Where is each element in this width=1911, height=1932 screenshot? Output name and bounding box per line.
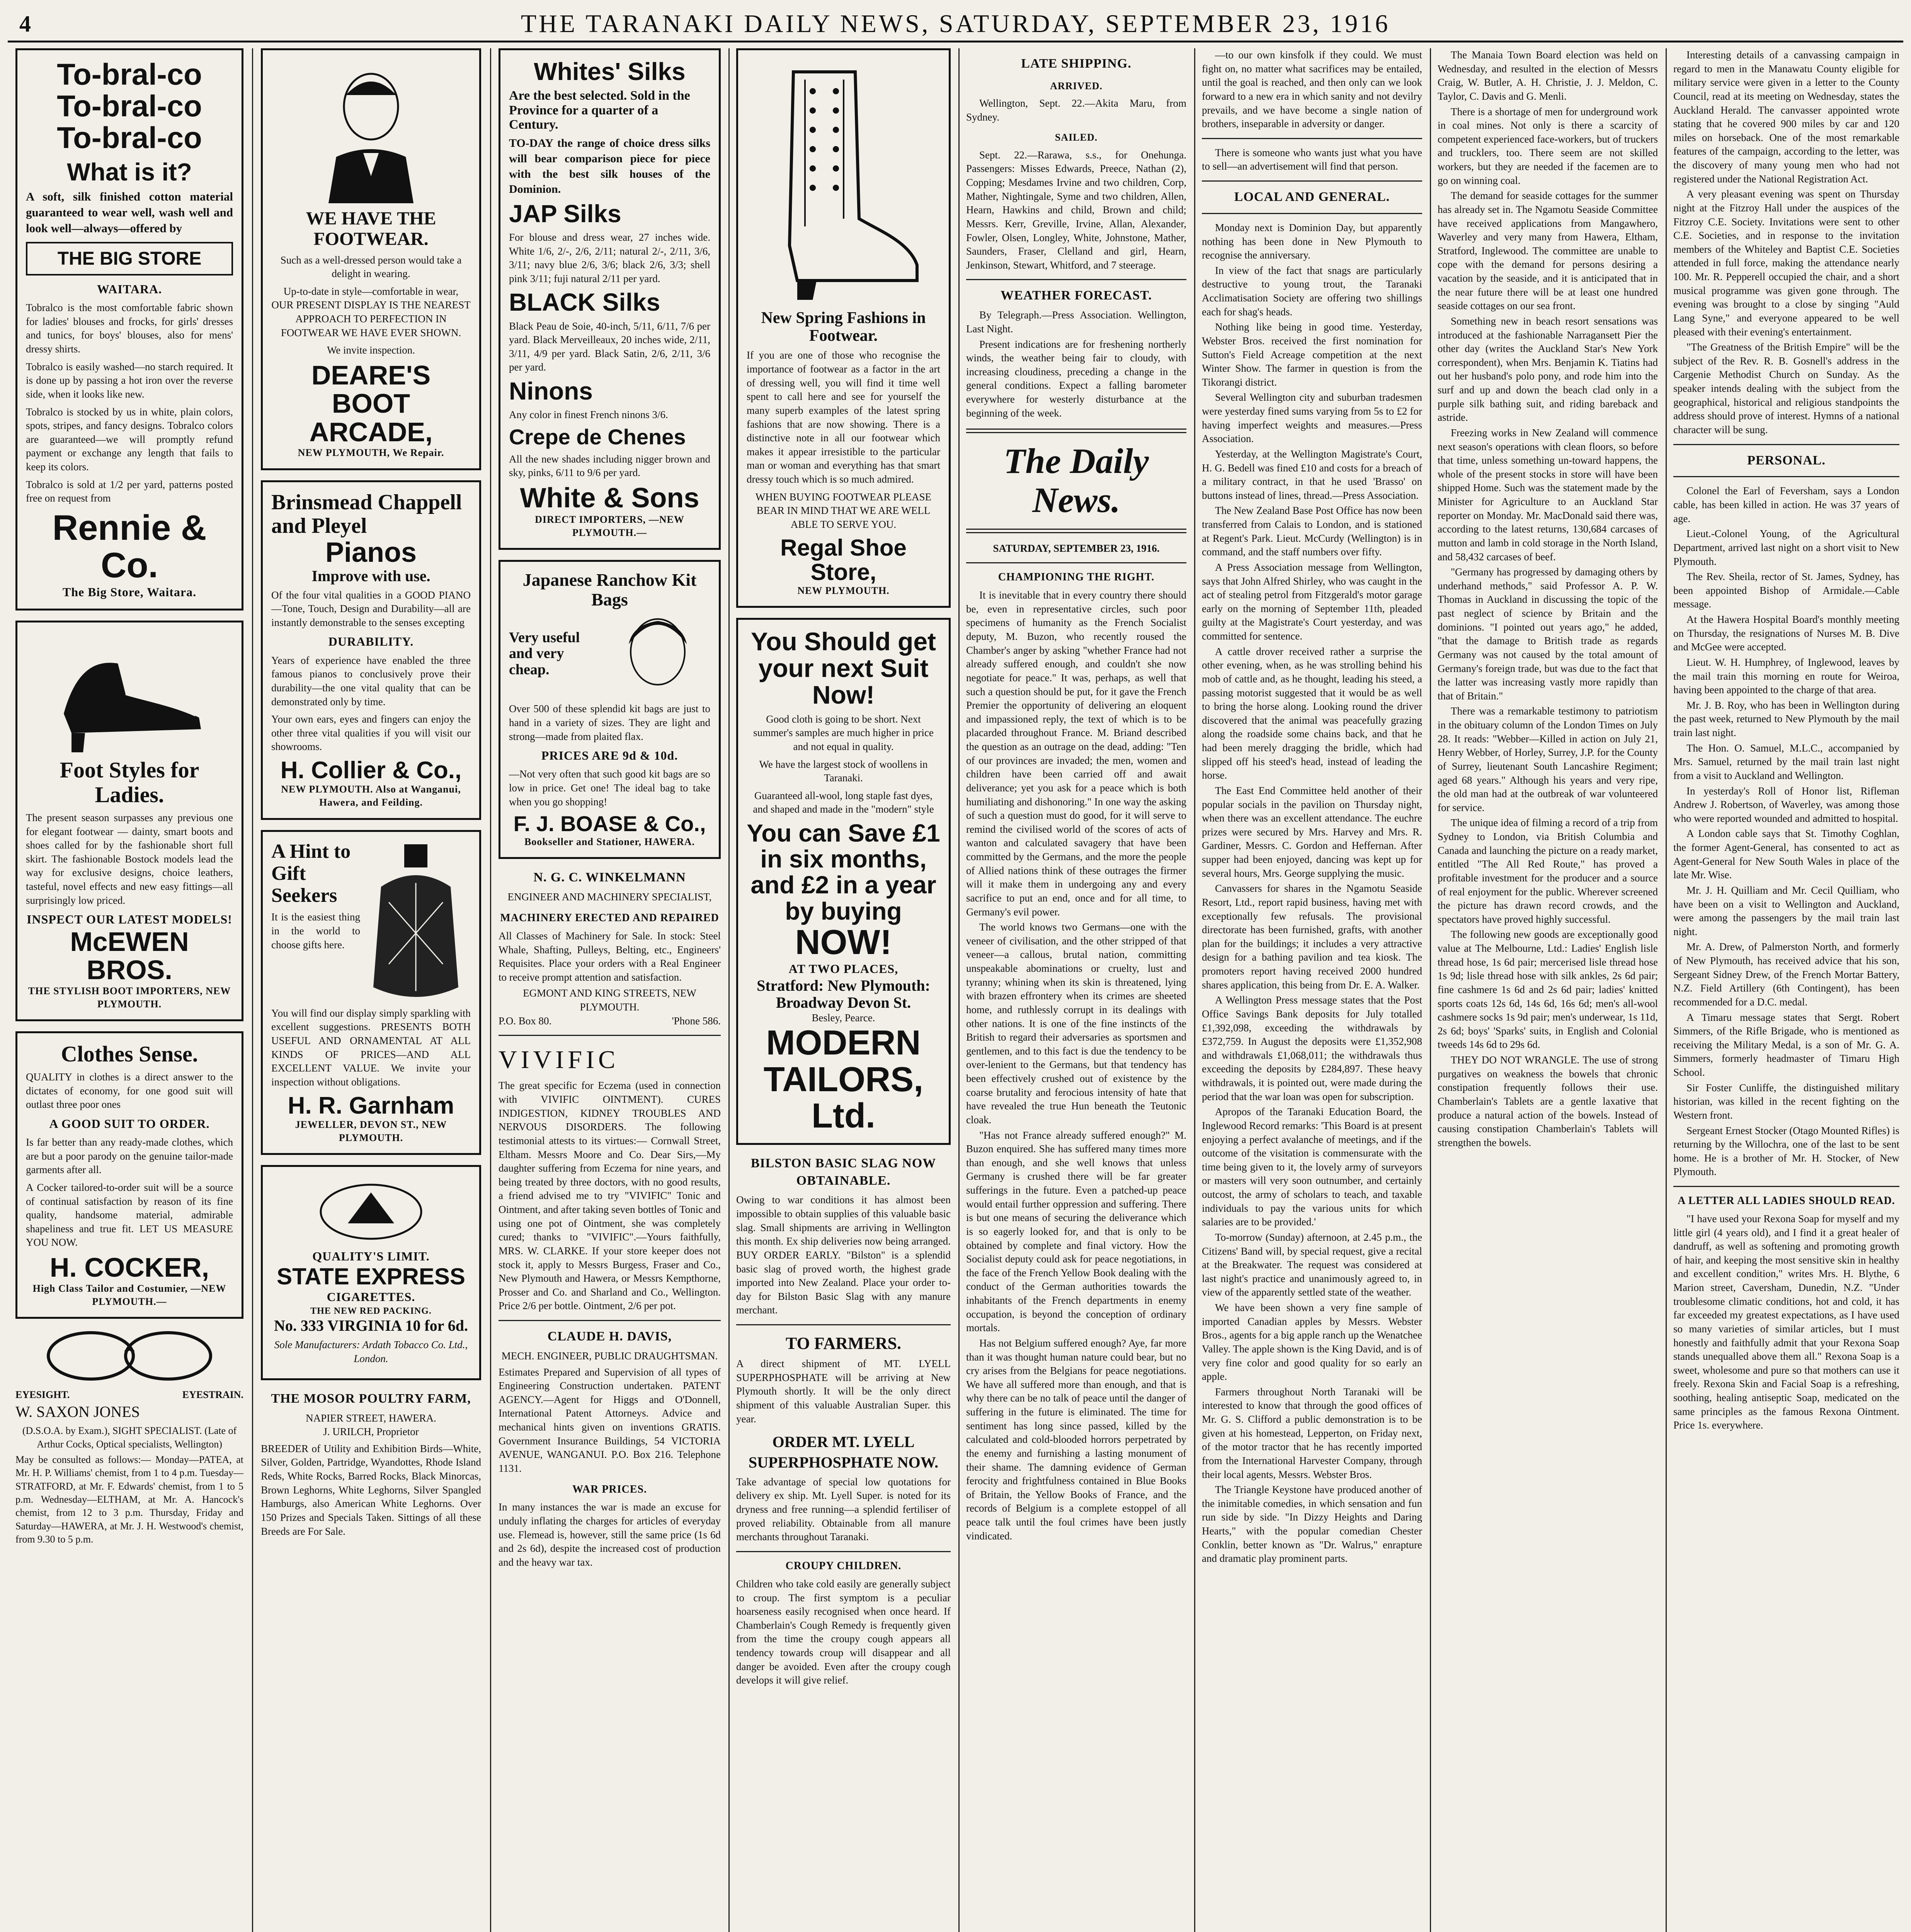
black-silks-body: Black Peau de Soie, 40-inch, 5/11, 6/11, 7/6 per yard. Black Merveilleaux, 20 inches wide, 2/11, 3/11, 4/9 per yard. Black Satin, 2/6, 2/11, 3/6 per yard. <box>509 320 710 373</box>
war-prices-head: WAR PRICES. <box>572 1483 647 1495</box>
divider <box>966 562 1186 563</box>
modern-names: Besley, Pearce. <box>812 1012 875 1024</box>
jap-silks-head: JAP Silks <box>509 199 621 228</box>
column-rule <box>1430 48 1431 1932</box>
modern-save: You can Save £1 in six months, and £2 in a year by buying <box>747 819 940 925</box>
pianos-body: Your own ears, eyes and fingers can enjoy the other three vital qualities if you will visit our showrooms. <box>271 713 471 753</box>
deare-head: WE HAVE THE FOOTWEAR. <box>306 208 436 249</box>
modern-head: You Should get your next Suit Now! <box>750 627 936 709</box>
poultry-prop: J. URILCH, Proprietor <box>323 1426 419 1438</box>
davis-body: Estimates Prepared and Supervision of all types of Engineering Construction undertaken. PATENT AGENCY.—Agent for Higgs and O'Donnell, International Patent Attorneys. Advice and mechanical hints given on inventions GRATIS. Government Insurance Buildings, 54 VICTORIA AVENUE, WANGANUI. P.O. Box 216. Telephone 1131. <box>499 1366 721 1474</box>
leader-paragraph: "Has not France already suffered enough?" M. Buzon enquired. She has suffered many times more than enough, and she well knows that unless Germany is crushed there will be far greater sufferings in the future. Even a patched-up peace would entail further oppression and suffering. There is but one means of securing the deliverance which is so eagerly looked for, and that is only to be obtained by complete and final victory. How the Socialist deputy could ask for peace negotiations, in the face of the French Yellow Book dealing with the conduct of the German authorities towards the inhabitants of the French departments in enemy occupation, is beyond the conception of ordinary mortals. <box>966 1129 1186 1334</box>
davis-sub: MECH. ENGINEER, PUBLIC DRAUGHTSMAN. <box>501 1350 718 1362</box>
news-item: We have been shown a very fine sample of imported Canadian apples by Messrs. Webster Bros., agents for a big apple ranch up the Wenatchee Valley. The apple shown is the King David, and is of very fine color and good quality for so early an apple. <box>1202 1302 1422 1383</box>
modern-towns: Stratford: New Plymouth: Broadway Devon St. <box>757 976 930 1011</box>
personal-item: Mr. J. H. Quilliam and Mr. Cecil Quilliam, who have been on a visit to Wellington and Auckland, were among the passengers by the mail train last night. <box>1673 884 1899 937</box>
deare-subtitle: NEW PLYMOUTH, We Repair. <box>298 447 444 459</box>
news-item: There is a shortage of men for underground work in coal mines. Not only is there a scarcity of competent experienced face-workers, but of truckers and trucklers, too. There seem are not skilled workers, but they are needed if the facemen are to go on winning coal. <box>1438 105 1658 186</box>
winkelmann-box: P.O. Box 80. <box>499 1015 552 1027</box>
ladies-shoe-icon <box>48 636 211 752</box>
leader-date: SATURDAY, SEPTEMBER 23, 1916. <box>993 542 1160 554</box>
vivific-body: The great specific for Eczema (used in connection with VIVIFIC OINTMENT). CURES INDIGESTION, KIDNEY TROUBLES AND NERVOUS DISORDERS. The following testimonial attests to its virtues:— Cornwall Street, Eltham. Messrs Moore and Co. Dear Sirs,—My daughter suffering from Eczema for nine years, and being treated by three doctors, with no good results, a friend advised me to try "VIVIFIC" Tonic and Ointment, and after taking seven bottles of Tonic and using one pot of Ointment, she was completely cured; thanks to "VIVIFIC".—Yours faithfully, MRS. W. CLARKE. If your store keeper does not stock it, apply to Messrs Burgess, Fraser and Co., New Plymouth and Hawera, or Messrs Kempthorne, Prosser and Co. and Sharland and Co., Wellington. Price 2/6 per bottle. Ointment, 2/6 per pot. <box>499 1080 721 1312</box>
news-item: Monday next is Dominion Day, but apparently nothing has been done in New Plymouth to recognise the anniversary. <box>1202 221 1422 261</box>
whites-body: TO-DAY the range of choice dress silks will bear comparison piece for piece with the best silk houses of the Dominion. <box>509 137 710 196</box>
boase-firm: F. J. BOASE & Co., <box>513 811 706 836</box>
column-rule <box>958 48 960 1932</box>
farmers-order: ORDER MT. LYELL SUPERPHOSPHATE NOW. <box>748 1433 939 1471</box>
regal-shoe-advert <box>736 48 951 608</box>
deare-body: We invite inspection. <box>327 344 415 356</box>
letter-body: "I have used your Rexona Soap for myself and my little girl (4 years old), and I find it a great healer of dandruff, as well as softening and promoting growth of hair, and keeping the most sensitive skin in healthy and excellent condition," writes Mrs. H. Blythe, 6 Marion street, Caversham, Dunedin, N.Z. "Under troublesome climatic conditions, hot and cold, it has far exceeded my greatest expectations, as I have used so many varieties of similar articles, but I must honestly and faithfully admit that your Rexona Soap stands unequalled above them all." Rexona Soap is a sweet, wholesome and pure so that mothers can use it freely. Rexona Skin and Facial Soap is a refreshing, soothing, healing antiseptic Soap, medicated on the same principles as the famous Rexona Ointment. Price 1s. everywhere. <box>1673 1213 1899 1431</box>
lace-boot-icon <box>762 64 925 304</box>
news-item: The unique idea of filming a record of a trip from Sydney to London, via British Columbia and Canada and launching the picture on a ready market, entitled "The All Red Route," has proved a profitable investment for the producer and a source of real enjoyment for the public. Wherever screened the picture has drawn record crowds, and the spectators have proved highly successful. <box>1438 817 1658 925</box>
local-general-head: LOCAL AND GENERAL. <box>1234 190 1390 204</box>
news-item: The Triangle Keystone have produced another of the inimitable comedies, in which sensation and fun run side by side. "In Dizzy Heights and Daring Hearts," with the popular comedian Chester Conklin, better known as "Dr. Walrus," enrapture and dramatic play prominent parts. <box>1202 1484 1422 1565</box>
personal-item: Sir Foster Cunliffe, the distinguished military historian, was killed in the recent fighting on the Western front. <box>1673 1082 1899 1121</box>
optician-visits: May be consulted as follows:— Monday—PATEA, at Mr. H. P. Williams' chemist, from 1 to 4 p.m. Tuesday—STRATFORD, at Mr. F. Edwards' chemist, from 1 to 5 p.m. Wednesday—ELTHAM, at Mr. A. Hancock's chemist, from 12 to 3 p.m. Thursday, Friday and Saturday—HAWERA, at Mr. J. H. Westwood's chemist, from 9.30 to 5 p.m. <box>15 1454 243 1545</box>
winkelmann-head2: MACHINERY ERECTED AND REPAIRED <box>500 912 719 924</box>
leader-head: CHAMPIONING THE RIGHT. <box>998 571 1155 583</box>
leader-paragraph: The world knows two Germans—one with the veneer of civilisation, and the other stripped of that veneer—a callous, brutal nation, committing unspeakable abominations or cruelty, lust and tyranny; whining when its skin is threatened, lying with brazen effrontery when its crimes are sheeted home, and ruthlessly corrupt in its dealings with other nations. It is one of the fine instincts of the British to regard their adversaries as sportsmen and gentlemen, and to this fact is due the tendency to be over-lenient to the Germans, but that tendency has been effectively crushed out of existence by the coarse brutality and ferocious intensity of hate that have revealed the true Hun beneath the Teutonic cloak. <box>966 921 1186 1126</box>
column-5 <box>966 48 1186 1932</box>
kitbags-body: —Not very often that such good kit bags are so low in price. Get one! The ideal bag to take when you go shopping! <box>509 768 710 808</box>
vivific-advert <box>499 1043 721 1313</box>
optician-credentials: (D.S.O.A. by Exam.), SIGHT SPECIALIST. (Late of Arthur Cocks, Optical specialists, Wellington) <box>22 1425 237 1450</box>
divider <box>1673 1186 1899 1187</box>
modern-body: Good cloth is going to be short. Next summer's samples are much higher in price and not equal in quality. <box>753 713 934 752</box>
deare-body: Such as a well-dressed person would take a delight in wearing. <box>280 254 462 280</box>
crepe-head: Crepe de Chenes <box>509 424 686 449</box>
divider <box>736 1551 951 1552</box>
croupy-head: CROUPY CHILDREN. <box>785 1560 902 1572</box>
divider <box>966 429 1186 433</box>
personal-item: The Rev. Sheila, rector of St. James, Sydney, has been appointed Bishop of Armidale.—Cable message. <box>1673 571 1899 610</box>
gifts-side: It is the easiest thing in the world to choose gifts here. <box>271 911 360 951</box>
tobralco-line: To-bral-co <box>57 57 202 91</box>
personal-item: Lieut.-Colonel Young, of the Agricultural Department, arrived last night on a short visit to New Plymouth. <box>1673 528 1899 567</box>
personal-item: A London cable says that St. Timothy Coghlan, the former Agent-General, has consented to act as Agent-General for New South Wales in place of the late Mr. Wise. <box>1673 828 1899 881</box>
divider <box>966 279 1186 280</box>
store-town: WAITARA. <box>97 282 162 296</box>
pianos-body: Of the four vital qualities in a GOOD PIANO—Tone, Touch, Design and Durability—all are instantly demonstrable to the senses excepting <box>271 589 471 628</box>
modern-tailors-advert <box>736 618 951 1145</box>
modern-places: AT TWO PLACES, <box>788 962 898 976</box>
personal-item: Mr. A. Drew, of Palmerston North, and formerly of New Plymouth, has received advice that his son, Sergeant Sidney Drew, of the French Mortar Battery, N.Z. Field Artillery (6th Contingent), has been recommended for a D.C. medal. <box>1673 941 1899 1008</box>
cocker-subtitle: High Class Tailor and Costumier, —NEW PLYMOUTH.— <box>32 1282 226 1307</box>
news-item: A cattle drover received rather a surprise the other evening, when, as he was strolling behind his mob of cattle and, as he thought, leading his steed, a passing motorist suggested that it would be as well to bring the horse along. Looking round the driver discovered that the animal was peacefully grazing along the roadside some chains back, and that he had been merely dragging the bridle, which had slipped off his steed's head, instead of leading the horse. <box>1202 645 1422 781</box>
farmers-advert <box>736 1332 951 1544</box>
farmers-body: Take advantage of special low quotations for delivery ex ship. Mt. Lyell Super. is noted for its dryness and free running—a splendid fertiliser of proved reliability. Obtainable from all manure merchants throughout Taranaki. <box>736 1476 951 1543</box>
vivific-head: VIVIFIC <box>499 1046 619 1074</box>
personal-item: Lieut. W. H. Humphrey, of Inglewood, leaves by the mail train this morning en route for Weiroa, having been appointed to the charge of that area. <box>1673 656 1899 696</box>
farmers-body: A direct shipment of MT. LYELL SUPERPHOSPHATE will be arriving at New Plymouth shortly. It will be the only direct shipment of this valuable Australian Super. this year. <box>736 1358 951 1425</box>
lady-portrait-icon <box>609 609 706 698</box>
winkelmann-phone: 'Phone 586. <box>672 1015 721 1027</box>
state-express-emblem-icon <box>313 1181 429 1243</box>
news-item: Yesterday, at the Wellington Magistrate's Court, H. G. Bedell was fined £10 and costs for a breach of a military contract, in that he used 'Brasso' on buttons instead of lines, thread.—Press Association. <box>1202 448 1422 501</box>
poultry-sub: NAPIER STREET, HAWERA. <box>306 1412 436 1424</box>
slag-advert <box>736 1155 951 1317</box>
personal-item: A Timaru message states that Sergt. Robert Simmers, of the Rifle Brigade, who is mentioned as receiving the Military Medal, is a son of Mr. G. A. Simmers, formerly headmaster of Timaru High School. <box>1673 1011 1899 1078</box>
tobralco-body: Tobralco is stocked by us in white, plain colors, spots, stripes, and fancy designs. Tobralco colors are guaranteed—we will promptly refund payment or exchange any length that fails to keep its colors. <box>26 406 233 473</box>
collier-firm: H. Collier & Co., <box>280 757 462 784</box>
modern-body: We have the largest stock of woollens in Taranaki. <box>759 758 928 784</box>
winkelmann-address: EGMONT AND KING STREETS, NEW PLYMOUTH. <box>523 987 696 1013</box>
clothes-title: Clothes Sense. <box>61 1041 198 1067</box>
personal-item: In yesterday's Roll of Honor list, Rifleman Andrew J. Robertson, of Waverley, was among those who were reported wounded and admitted to hospital. <box>1673 785 1899 824</box>
tobralco-question: What is it? <box>67 158 192 186</box>
news-item: Several Wellington city and suburban tradesmen were yesterday fined sums varying from 5s to £2 for having imperfect weights and measures.—Press Association. <box>1202 391 1422 445</box>
column-rule <box>1194 48 1195 1932</box>
gifts-head: A Hint to Gift Seekers <box>271 840 351 907</box>
gifts-body: You will find our display simply sparkling with excellent suggestions. PRESENTS BOTH USEFUL AND ORNAMENTAL AT ALL KINDS OF PRICES—AND ALL EXCELLENT VALUE. We invite your inspection without obligations. <box>271 1007 471 1088</box>
mcewen-firm: McEWEN BROS. <box>70 926 189 985</box>
boots-title: Foot Styles for Ladies. <box>60 757 199 808</box>
news-item: The Manaia Town Board election was held on Wednesday, and resulted in the election of Messrs Craig, W. Butler, A. H. Christie, J. J. Meldon, C. Taylor, C. Davis and G. Menli. <box>1438 49 1658 102</box>
poultry-advert <box>261 1390 481 1539</box>
regal-caps: WHEN BUYING FOOTWEAR PLEASE BEAR IN MIND THAT WE ARE WELL ABLE TO SERVE YOU. <box>755 491 932 530</box>
divider <box>736 1324 951 1325</box>
personal-item: The Hon. O. Samuel, M.L.C., accompanied by Mrs. Samuel, returned by the mail train last night from a visit to Auckland and Wellington. <box>1673 742 1899 781</box>
deare-body: Up-to-date in style—comfortable in wear, OUR PRESENT DISPLAY IS THE NEAREST APPROACH TO PERFECTION IN FOOTWEAR WE HAVE EVER SHOWN. <box>271 285 471 338</box>
boots-body: The present season surpasses any previous one for elegant footwear — dainty, smart boots and shoes called for by the fashionable short full skirt. The fashionable Bostock models lead the way for exclusive designs, choice leathers, tasteful, novel effects and new easy fittings—all surprisingly low priced. <box>26 811 233 906</box>
kitbags-advert <box>499 560 721 859</box>
news-item: A very pleasant evening was spent on Thursday night at the Fitzroy Hall under the auspices of the Fitzroy C.E. Society. Invitations were sent to other C.E. Societies, and in response to the invitation members of the Whiteley and Baptist C.E. Societies attended in full force, making the attendance nearly 100. Mr. R. Pepperell occupied the chair, and a short musical programme was given gone through. The evening was brought to a close by singing "Auld Lang Syne," and everyone appeared to be well pleased with their evening's entertainment. <box>1673 188 1899 338</box>
filler-paragraph: There is someone who wants just what you have to sell—an advertisement will find that person. <box>1202 146 1422 172</box>
jap-silks-body: For blouse and dress wear, 27 inches wide. White 1/6, 2/-, 2/6, 2/11; natural 2/-, 2/11, 3/6, 3/11; navy blue 2/6, 3/6; black 2/6, 3/3; shell pink 3/11; fuji natural 2/11 per yard. <box>509 231 710 284</box>
news-item: Something new in beach resort sensations was introduced at the fashionable Narragansett Pier the other day (writes the Auckland Star's New York correspondent), when Mrs. Benjamin K. Tiatins had out her husband's polo pony, and rode him into the surf and up and down the beach clad only in a purple silk bathing suit, and riding bareback and astride. <box>1438 315 1658 423</box>
clothes-body: A Cocker tailored-to-order suit will be a source of continual satisfaction by reason of its fine quality, handsome material, admirable shapeliness and true fit. LET US MEASURE YOU NOW. <box>26 1181 233 1248</box>
sailed-head: SAILED. <box>1055 132 1098 143</box>
slag-body: Owing to war conditions it has almost been impossible to obtain supplies of this valuable basic slag. Small shipments are arriving in Wellington this month. Ex ship deliveries now being arranged. BUY ORDER EARLY. "Bilston" is a splendid basic slag of proved worth, the highest grade imported into New Zealand. Place your order to-day for Bilston Basic Slag with any manure merchant. <box>736 1194 951 1316</box>
column-1 <box>15 48 243 1932</box>
modern-body: Guaranteed all-wool, long staple fast dyes, and shaped and made in the "modern" style <box>753 789 934 815</box>
shipping-head: LATE SHIPPING. <box>1021 56 1132 71</box>
cocker-firm: H. COCKER, <box>49 1252 209 1283</box>
ninons-head: Ninons <box>509 377 593 405</box>
ninons-body: Any color in finest French ninons 3/6. <box>509 409 668 421</box>
gentleman-portrait-icon <box>313 64 429 203</box>
column-7 <box>1438 48 1658 1932</box>
garnham-advert <box>261 830 481 1155</box>
boots-inspect: INSPECT OUR LATEST MODELS! <box>27 912 232 927</box>
davis-head: CLAUDE H. DAVIS, <box>547 1329 672 1344</box>
personal-item: At the Hawera Hospital Board's monthly meeting on Thursday, the resignations of Nurses M. B. Dive and McGee were accepted. <box>1673 614 1899 653</box>
page-number: 4 <box>19 11 31 37</box>
news-item: The demand for seaside cottages for the summer has already set in. The Ngamotu Seaside Committee have received applications from Mangawhero, Waverley and very many from Hawera, Eltham, Stratford, Inglewood. The committee are unable to cope with the demand for persons desiring a vacation by the seaside, and it is anticipated that in the near future there will be at least one hundred seaside cottages on our sea front. <box>1438 190 1658 312</box>
state-express-maker: Sole Manufacturers: Ardath Tobacco Co. Ltd., London. <box>274 1339 468 1364</box>
state-express-advert <box>261 1165 481 1380</box>
news-item: To-morrow (Sunday) afternoon, at 2.45 p.m., the Citizens' Band will, by special request, give a recital at the Breakwater. The request was considered at last night's practice and unanimously agreed to, in view of the apparently settled state of the weather. <box>1202 1231 1422 1298</box>
personal-item: Colonel the Earl of Feversham, says a London cable, has been killed in action. He was 37 years of age. <box>1673 485 1899 524</box>
deare-firm: DEARE'S BOOT ARCADE, <box>309 360 433 447</box>
whites-silks-advert <box>499 48 721 550</box>
news-item: A Wellington Press message states that the Post Office Savings Bank deposits for July totalled £1,392,098, exceeding the withdrawals by £372,759. In August the deposits were £1,352,908 and withdrawals £1,068,011; the withdrawals thus exceeding the deposits by £284,897. These heavy withdrawals, it is pointed out, were made during the period that the war loan was open for subscription. <box>1202 994 1422 1102</box>
tobralco-advert <box>15 48 243 611</box>
divider <box>499 1035 721 1036</box>
column-rule <box>252 48 253 1932</box>
divider <box>1202 138 1422 139</box>
state-express-top: QUALITY'S LIMIT. <box>312 1249 430 1264</box>
modern-firm: MODERN TAILORS, Ltd. <box>763 1024 924 1136</box>
divider <box>966 529 1186 533</box>
eyesight-right: EYESTRAIN. <box>182 1389 243 1401</box>
leader-paragraph: —to our own kinsfolk if they could. We must fight on, no matter what sacrifices may be entailed, until the goal is reached, and then only can we look forward to a new era in which sanity and not devilry prevails, and we have become a single nation of brothers, inseparable in adversity or danger. <box>1202 49 1422 130</box>
news-item: "Germany has progressed by damaging others by underhand methods," said Professor A. P. W. Thomas in Auckland in discussing the topic of the past neglect of science by Britain and the dominions. "I pointed out years ago," he added, "that the damage to British trade as regards Germany was not caused by the total amount of Germany's foreign trade, but was due to the fact that the latter was increasing vastly more rapidly than that of Britain." <box>1438 566 1658 702</box>
kitbags-head: Japanese Ranchow Kit Bags <box>522 570 697 609</box>
state-express-brand: STATE EXPRESS <box>277 1264 465 1290</box>
regal-head: New Spring Fashions in Footwear. <box>761 309 926 345</box>
poultry-head: THE MOSOR POULTRY FARM, <box>271 1391 471 1406</box>
croupy-body: Children who take cold easily are generally subject to croup. The first symptom is a peculiar hoarseness easily recognised when once heard. If Chamberlain's Cough Remedy is frequently given from the time the croupy cough appears all tendency towards croup will disappear and all danger be avoided. Even after the croupy cough develops it will give relief. <box>736 1578 951 1686</box>
arrived-body: Wellington, Sept. 22.—Akita Maru, from Sydney. <box>966 97 1186 123</box>
divider <box>1673 476 1899 477</box>
slag-head: BILSTON BASIC SLAG NOW OBTAINABLE. <box>750 1156 936 1188</box>
pianos-key: DURABILITY. <box>328 634 414 649</box>
personal-head: PERSONAL. <box>1747 453 1826 468</box>
letter-head: A LETTER ALL LADIES SHOULD READ. <box>1678 1195 1895 1207</box>
cocker-advert <box>15 1031 243 1319</box>
news-item: In view of the fact that snags are particularly destructive to young trout, the Taranaki Acclimatisation Society are offering two shillings each for shag's heads. <box>1202 264 1422 318</box>
regal-subtitle: NEW PLYMOUTH. <box>797 585 890 596</box>
tobralco-pitch: A soft, silk finished cotton material guaranteed to wear well, wash well and look well—always—offered by <box>26 189 233 235</box>
weather-head: WEATHER FORECAST. <box>1001 288 1152 303</box>
sailed-body: Sept. 22.—Rarawa, s.s., for Onehunga. Passengers: Misses Edwards, Preece, Nathan (2), Copping; Mesdames Irvine and two children, Corp, Mather, Nightingale, Syme and two children, Allen, Hearn, Hawkins and child, Brown and child; Messrs. Kerr, Greville, Irvine, Allan, Alexander, Fowler, Olsen, Longley, White, Johnstone, Mather, Saunders, Fraser, Clelland and girl, Hearn, Jenkinson, Stewart, Whitford, and 7 steerage. <box>966 149 1186 271</box>
weather-body: Present indications are for freshening northerly winds, the weather being fair to cloudy, with increasing cloudiness, preceding a change in the general conditions. Expect a falling barometer everywhere for westerly disturbance at the beginning of the week. <box>966 338 1186 419</box>
divider <box>499 1320 721 1321</box>
news-item: The New Zealand Base Post Office has now been transferred from Calais to London, and is stationed at Regent's Park. Lieut. McCurdy (Wellington) is in command, and the staff numbers over fifty. <box>1202 505 1422 558</box>
optician-name: W. SAXON JONES <box>15 1403 140 1420</box>
big-store-logo: THE BIG STORE <box>26 242 233 276</box>
crepe-body: All the new shades including nigger brown and sky, pinks, 6/11 to 9/6 per yard. <box>509 453 710 479</box>
news-item: There was a remarkable testimony to patriotism in the obituary column of the London Times on July 28. It reads: "Webber—Killed in action on July 21, Henry Webber, of Horley, Surrey, J.P. for the County of Surrey, lieutenant South Lancashire Regiment; aged 68 years." Although his years and very ripe, the old man had at the outbreak of war volunteered for service. <box>1438 705 1658 813</box>
white-sons-subtitle: DIRECT IMPORTERS, —NEW PLYMOUTH.— <box>535 514 684 538</box>
kitbags-body: Over 500 of these splendid kit bags are just to hand in a variety of sizes. They are light and strong—made from plaited flax. <box>509 703 710 742</box>
pianos-sub: Improve with use. <box>311 567 431 585</box>
leader-paragraph: It is inevitable that in every country there should be, even in representative circles, such poor specimens of humanity as the French Socialist deputy, M. Buzon, who recently roused the Chamber's anger by asking "whether France had not already suffered enough, and couldn't she now negotiate for peace." It was, perhaps, as well that such a question should be put, for it gave the French Premier the opportunity of delivering an eloquent and impassioned reply, the text of which is to be placarded throughout France. M. Briand described the question as an outrage on the dead, adding: "Ten of our provinces are invaded; the men, women and children have been carried off and await deliverance; yet you ask for a peace which is both humiliating and dishonoring." In one way the asking of such a question must do good, for it will serve to remind the civilised world of the scores of acts of wanton and calculated savagery that have been committed by the Germans, and the more the people of Allied nations think of these outrages the firmer will it make them in undergoing any and every sacrifice to put an end, once and for all time, to Germany's evil power. <box>966 589 1186 918</box>
column-rule <box>1666 48 1667 1932</box>
column-3 <box>499 48 721 1932</box>
news-item: "The Greatness of the British Empire" will be the subject of the Rev. R. B. Gosnell's address in the Cargenie Methodist Church on Sunday. As the speaker intends dealing with the subject from the geographical, historical and religious standpoints the address should prove of interest. Hymns of a national character will be sung. <box>1673 341 1899 435</box>
boase-subtitle: Bookseller and Stationer, HAWERA. <box>524 836 695 848</box>
white-sons-firm: White & Sons <box>520 482 699 514</box>
state-express-price: No. 333 VIRGINIA 10 for 6d. <box>274 1317 468 1335</box>
column-2 <box>261 48 481 1932</box>
state-express-pack: THE NEW RED PACKING. <box>310 1306 432 1316</box>
column-rule <box>490 48 491 1932</box>
modern-now: NOW! <box>795 923 892 962</box>
pianos-advert <box>261 480 481 820</box>
divider <box>1202 213 1422 214</box>
news-item: Canvassers for shares in the Ngamotu Seaside Resort, Ltd., report rapid business, having met with exceptionally few refusals. The provisional directorate has been furnished, grafts, with another plan for the buildings; it includes a very attractive design for a bathing pavilion and tea kiosk. The promoters report having received 2000 hundred shares application, this being from Dr. E. A. Walker. <box>1202 883 1422 991</box>
news-item: The following new goods are exceptionally good value at The Melbourne, Ltd.: Ladies' English lisle thread hose, 1s 6d pair; mercerised lisle thread hose 1s 9d; lisle thread hose with silk ankles, 2s 6d pair; fine cashmere 1s 6d and 2s 6d pair; ladies' knitted sports coats 12s 6d, 14s 6d, 16s 6d; men's all-wool cashmere socks 1s 9d pair; men's underwear, 1s 11d, 2s 6d; boys' 'Sparks' suits, in English and Colonial tweeds 14s 6d to 29s 6d. <box>1438 929 1658 1051</box>
clothes-head: A GOOD SUIT TO ORDER. <box>49 1116 210 1131</box>
war-prices-body: In many instances the war is made an excuse for unduly inflating the charges for articles of everyday use. Flemead is, however, still the same price (1s 6d and 2s 6d), despite the increased cost of production and the heavy war tax. <box>499 1501 721 1568</box>
divider <box>1202 180 1422 182</box>
spectacles-icon <box>33 1329 226 1383</box>
arrived-head: ARRIVED. <box>1050 80 1103 92</box>
whites-head: Whites' Silks <box>534 58 686 85</box>
poultry-body: BREEDER of Utility and Exhibition Birds—White, Silver, Golden, Partridge, Wyandottes, Rhode Island Reds, White Rocks, Barred Rocks, Black Minorcas, Brown Leghorns, White Leghorns, Silver Spangled Hamburgs, also American White Leghorns. Over 150 Prizes and Specials Taken. Sittings of all these Breeds are For Sale. <box>261 1442 481 1537</box>
black-silks-head: BLACK Silks <box>509 288 660 316</box>
column-6 <box>1202 48 1422 1932</box>
pianos-head: Pianos <box>325 537 417 568</box>
state-express-line: CIGARETTES. <box>327 1290 415 1304</box>
garnham-subtitle: JEWELLER, DEVON ST., NEW PLYMOUTH. <box>295 1119 447 1143</box>
news-item: Freezing works in New Zealand will commence next season's operations with clean floors, so before that time, unless something un-toward happens, the whole of the present stocks in store will have been shipped Home. Such was the statement made by the Minister for Agriculture to an Auckland Star reporter on Monday. Mr. MacDonald said there was, according to the latest returns, 130,684 carcases of mutton and lamb in cold storage in the North Island, and 58,432 carcases of beef. <box>1438 427 1658 563</box>
winkelmann-body: All Classes of Machinery for Sale. In stock: Steel Whale, Shafting, Pulleys, Belting, etc., Engineers' Requisites. Place your orders with a Real Engineer to receive prompt attention and satisfaction. <box>499 930 721 983</box>
tobralco-line: To-bral-co <box>57 120 202 155</box>
news-item: Apropos of the Taranaki Education Board, the Inglewood Record remarks: 'This Board is at present enjoying a perfect avalanche of meetings, and if the outcome of the visitation is commensurate with the time being given to it, the lovely army of surveyors or masters will very soon outnumber, and certainly outcost, the army of scholars to teach, and taxable individuals to pay the various units for which salaries are to be provided.' <box>1202 1106 1422 1228</box>
leader-paragraph: Has not Belgium suffered enough? Aye, far more than it was thought human nature could bear, but no cry arises from the Belgians for peace negotiations. We have all suffered more than enough, and that is why there can be no talk of peace until the danger of suffering in the future is eliminated. The time for sentiment has long since passed, killed by the calculated and cold-blooded horrors perpetrated by the enemy and furnishing a lasting monument of their shame. The damning evidence of German ferocity and frightfulness contained in Blue Books of Britain, the Yellow Books of France, and the records of Belgium is a complete estoppel of all peace talk until the foul crimes have been justly vindicated. <box>966 1337 1186 1542</box>
winkelmann-sub: ENGINEER AND MACHINERY SPECIALIST, <box>507 891 712 903</box>
column-8 <box>1673 48 1899 1932</box>
news-item: The East End Committee held another of their popular socials in the pavilion on Thursday night, when there was an excellent attendance. The euchre prizes were secured by Mrs. Harvey and Mrs. R. Gardiner, Messrs. C. Gordon and Heffernan. After supper had been enjoyed, dancing was kept up for several hours, Mrs. George supplying the music. <box>1202 784 1422 879</box>
kitbags-price: PRICES ARE 9d & 10d. <box>541 748 678 763</box>
paper-title: The Daily News. <box>1004 441 1149 520</box>
regal-body: If you are one of those who recognise the importance of footwear as a factor in the art of dressing well, you will find it time well spent to call here and see for yourself the many superb examples of the latest spring fashions that are now showing. There is a distinctive note in all our footwear which makes it appear irresistible to the particular man or woman and everything has that smart dressy touch which is so much admired. <box>747 349 940 485</box>
deare-advert <box>261 48 481 470</box>
newspaper-title: THE TARANAKI DAILY NEWS, SATURDAY, SEPTEMBER 23, 1916 <box>521 10 1390 38</box>
davis-advert <box>499 1328 721 1476</box>
pianos-brand: Brinsmead Chappell and Pleyel <box>271 490 462 538</box>
garnham-firm: H. R. Garnham <box>288 1092 454 1119</box>
whites-lead: Are the best selected. Sold in the Province for a quarter of a Century. <box>509 88 690 132</box>
news-item: Interesting details of a canvassing campaign in regard to men in the Manawatu County eligible for military service were given in a letter to the County Council, read at its meeting on Wednesday, states the Auckland Herald. The canvasser appointed wrote stating that he covered 900 miles by car and 120 miles on horseback. One of the most remarkable features of the campaign, according to the letter, was the discovery of many young men who had not registered under the National Registration Act. <box>1673 49 1899 185</box>
rennie-subtitle: The Big Store, Waitara. <box>62 585 197 599</box>
eyesight-left: EYESIGHT. <box>15 1389 70 1401</box>
winkelmann-advert <box>499 869 721 1028</box>
column-rule <box>728 48 730 1932</box>
tobralco-body: Tobralco is sold at 1/2 per yard, patterns posted free on request from <box>26 478 233 504</box>
news-item: Farmers throughout North Taranaki will be interested to know that through the good offices of Mr. G. S. Clifford a public demonstration is to be given at his homestead, Lepperton, on Friday next, of the motor tractor that he has recently imported from the International Harvester Company, through their local agents, Messrs. Webster Bros. <box>1202 1386 1422 1480</box>
news-item: A Press Association message from Wellington, says that John Alfred Shirley, who was caught in the act of stealing petrol from Fitzgerald's motor garage early on the morning of September 11th, pleaded guilty at the Magistrate's Court yesterday, and was committed for sentence. <box>1202 561 1422 642</box>
weather-by: By Telegraph.—Press Association. Wellington, Last Night. <box>966 309 1186 335</box>
eyesight-advert <box>15 1329 243 1546</box>
personal-item: Sergeant Ernest Stocker (Otago Mounted Rifles) is returning by the Willochra, one of the last to be sent home. He is a brother of Mr. H. Stocker, of New Plymouth. <box>1673 1124 1899 1178</box>
mcewen-advert <box>15 621 243 1021</box>
news-item: THEY DO NOT WRANGLE. The use of strong purgatives on weakness the bowels that chronic constipation frequently follows their use. Chamberlain's Tablets are a gentle laxative that produce a natural action of the bowels. Instead of causing constipation Chamberlain's Tablets will strengthen the bowels. <box>1438 1054 1658 1148</box>
tobralco-body: Tobralco is the most comfortable fabric shown for ladies' blouses and frocks, for girls' dresses and tunics, for boys' blouses, also for mens' dressy shirts. <box>26 302 233 355</box>
scent-bottle-icon <box>366 840 466 1003</box>
news-item: Nothing like being in good time. Yesterday, Webster Bros. received the first nomination for Sutton's Field Acreage competition at the next Winter Show. The farmer in question is from the Tikorangi district. <box>1202 321 1422 388</box>
masthead <box>8 4 1903 43</box>
tobralco-body: Tobralco is easily washed—no starch required. It is done up by passing a hot iron over the reverse side, when it looks like new. <box>26 361 233 400</box>
divider <box>1673 444 1899 445</box>
farmers-head: TO FARMERS. <box>785 1334 902 1353</box>
regal-firm: Regal Shoe Store, <box>780 534 907 585</box>
clothes-body: Is far better than any ready-made clothes, which are but a poor parody on the genuine tailor-made garments after all. <box>26 1136 233 1176</box>
rennie-firm: Rennie & Co. <box>52 508 207 585</box>
pianos-body: Years of experience have enabled the three famous pianos to conclusively prove their durability—the one vital quality that can be demonstrated only by time. <box>271 654 471 707</box>
tobralco-line: To-bral-co <box>57 88 202 123</box>
mcewen-subtitle: THE STYLISH BOOT IMPORTERS, NEW PLYMOUTH. <box>28 985 231 1010</box>
column-4 <box>736 48 951 1932</box>
clothes-body: QUALITY in clothes is a direct answer to the dictates of economy, for one good suit will outlast three poor ones <box>26 1071 233 1111</box>
eyesight-headings <box>15 1388 243 1401</box>
personal-item: Mr. J. B. Roy, who has been in Wellington during the past week, returned to New Plymouth by the mail train last night. <box>1673 699 1899 738</box>
winkelmann-head: N. G. C. WINKELMANN <box>533 870 686 885</box>
kitbags-side: Very useful and very cheap. <box>509 629 580 678</box>
collier-subtitle: NEW PLYMOUTH. Also at Wanganui, Hawera, and Feilding. <box>281 784 461 808</box>
